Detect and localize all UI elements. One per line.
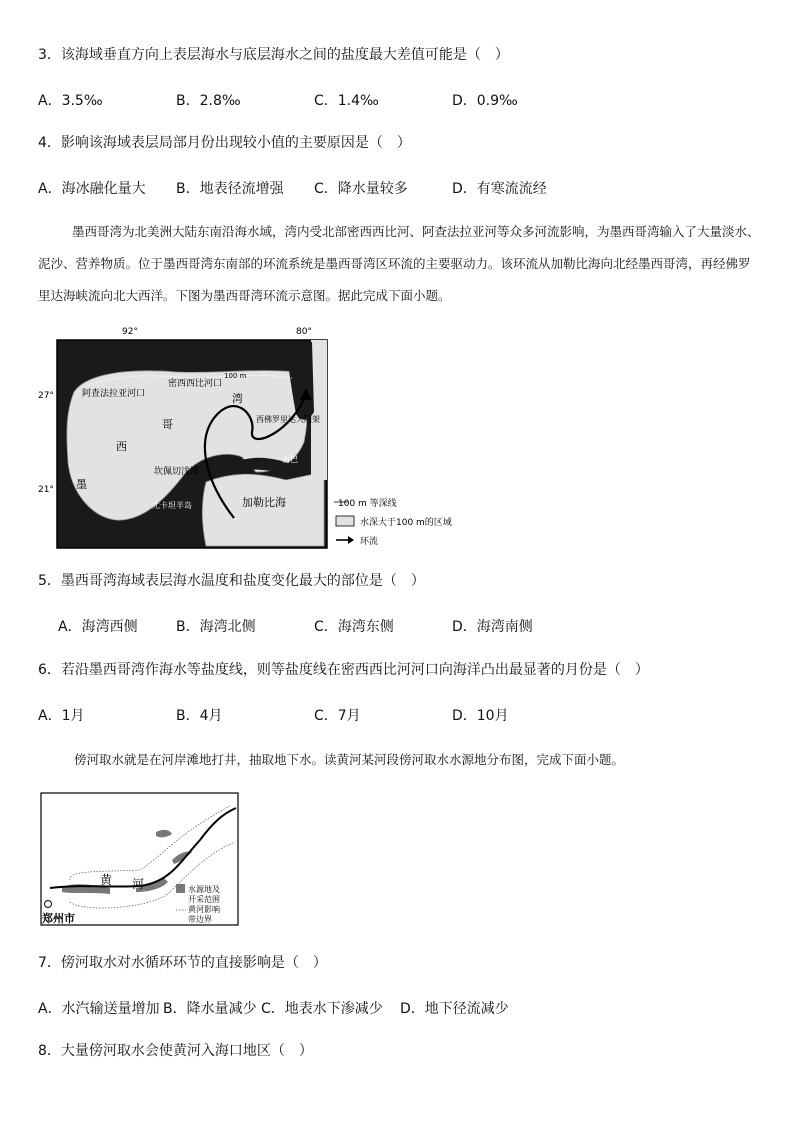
lat-label-27: 27° xyxy=(38,391,54,401)
option-b[interactable]: B．4月 xyxy=(176,708,223,724)
question-6-options xyxy=(38,705,758,723)
option-a[interactable]: A．海冰融化量大 xyxy=(38,181,146,197)
question-8-stem: 8．大量傍河取水会使黄河入海口地区（ ） xyxy=(38,1043,313,1059)
option-c[interactable]: C．降水量较多 xyxy=(314,181,408,197)
option-a[interactable]: A．水汽输送量增加 xyxy=(38,1001,160,1017)
option-b[interactable]: B．2.8‰ xyxy=(176,93,241,109)
label-mexico-3: 墨 xyxy=(76,478,87,491)
question-7-options xyxy=(38,998,758,1016)
option-d[interactable]: D．地下径流减少 xyxy=(400,1001,509,1017)
option-b[interactable]: B．海湾北侧 xyxy=(176,619,256,635)
label-mexico-1: 西 xyxy=(116,440,127,453)
label-river-1: 黄 xyxy=(100,873,113,887)
zhengzhou-city-icon xyxy=(45,901,52,908)
legend-isobath: 100 m 等深线 xyxy=(338,499,397,509)
label-florida-shelf: 西佛罗里达大陆架 xyxy=(256,415,320,424)
label-mexico-2: 哥 xyxy=(162,418,173,431)
yellow-river-map xyxy=(40,792,240,928)
option-d[interactable]: D．海湾南侧 xyxy=(452,619,533,635)
passage-gulf-of-mexico: 墨西哥湾为北美洲大陆东南沿海水域，湾内受北部密西西比河、阿查法拉亚河等众多河流影响，为墨西哥湾输入了大量淡水、泥沙、营养物质。位于墨西哥湾东南部的环流系统是墨西哥湾区环流的主要驱动力。该环流从加勒比海向北经墨西哥湾，再经佛罗里达海峡流向北大西洋。下图为墨西哥湾环流示意图。据此完成下面小题。 xyxy=(38,224,760,303)
question-3-options xyxy=(38,90,758,108)
question-3-stem: 3．该海域垂直方向上表层海水与底层海水之间的盐度最大差值可能是（ ） xyxy=(38,47,509,63)
option-d[interactable]: D．10月 xyxy=(452,708,509,724)
legend-deep-swatch xyxy=(336,516,354,526)
question-5-options xyxy=(58,616,778,634)
option-b[interactable]: B．地表径流增强 xyxy=(176,181,284,197)
label-atchafalaya: 阿查法拉亚河口 xyxy=(82,389,146,399)
question-7-stem: 7．傍河取水对水循环环节的直接影响是（ ） xyxy=(38,955,327,971)
label-yucatan: 尤卡坦半岛 xyxy=(152,501,192,510)
legend-current: 环流 xyxy=(360,537,379,547)
legend-text-2: 开采范围 xyxy=(188,895,220,904)
option-a[interactable]: A．海湾西侧 xyxy=(58,619,138,635)
legend-text-1: 水源地及 xyxy=(188,885,220,894)
question-5-stem: 5．墨西哥湾海域表层海水温度和盐度变化最大的部位是（ ） xyxy=(38,573,425,589)
label-cuba: 古巴 xyxy=(282,455,298,464)
label-gulf-char: 湾 xyxy=(232,392,243,405)
legend-deep: 水深大于100 m的区域 xyxy=(360,518,452,528)
lat-label-21: 21° xyxy=(38,485,54,495)
option-c[interactable]: C．1.4‰ xyxy=(314,93,379,109)
label-zhengzhou: 郑州市 xyxy=(42,912,75,925)
question-4-stem: 4．影响该海域表层局部月份出现较小值的主要原因是（ ） xyxy=(38,135,411,151)
label-isobath-100: 100 m xyxy=(224,372,247,380)
label-river-2: 河 xyxy=(132,877,145,891)
label-campeche: 坎佩切浅滩 xyxy=(154,467,200,477)
option-c[interactable]: C．7月 xyxy=(314,708,361,724)
legend-text-3: 黄河影响 xyxy=(188,905,220,914)
option-a[interactable]: A．1月 xyxy=(38,708,85,724)
question-6-stem: 6．若沿墨西哥湾作海水等盐度线，则等盐度线在密西西比河河口向海洋凸出最显著的月份是（ ） xyxy=(38,662,649,678)
lon-label-92: 92° xyxy=(122,327,138,337)
lon-label-80: 80° xyxy=(296,327,312,337)
option-a[interactable]: A．3.5‰ xyxy=(38,93,103,109)
gulf-of-mexico-map xyxy=(38,322,476,552)
legend-text-4: 带边界 xyxy=(188,915,212,924)
legend-source-swatch xyxy=(176,884,185,893)
option-d[interactable]: D．0.9‰ xyxy=(452,93,518,109)
passage-riverside-water: 傍河取水就是在河岸滩地打井，抽取地下水。读黄河某河段傍河取水水源地分布图，完成下面小题。 xyxy=(74,752,625,767)
option-b[interactable]: B．降水量减少 xyxy=(163,1001,257,1017)
option-c[interactable]: C．海湾东侧 xyxy=(314,619,394,635)
option-c[interactable]: C．地表水下渗减少 xyxy=(261,1001,383,1017)
question-4-options xyxy=(38,178,758,196)
label-mississippi: 密西西比河口 xyxy=(168,379,223,389)
label-caribbean: 加勒比海 xyxy=(242,496,286,509)
option-d[interactable]: D．有寒流流经 xyxy=(452,181,547,197)
